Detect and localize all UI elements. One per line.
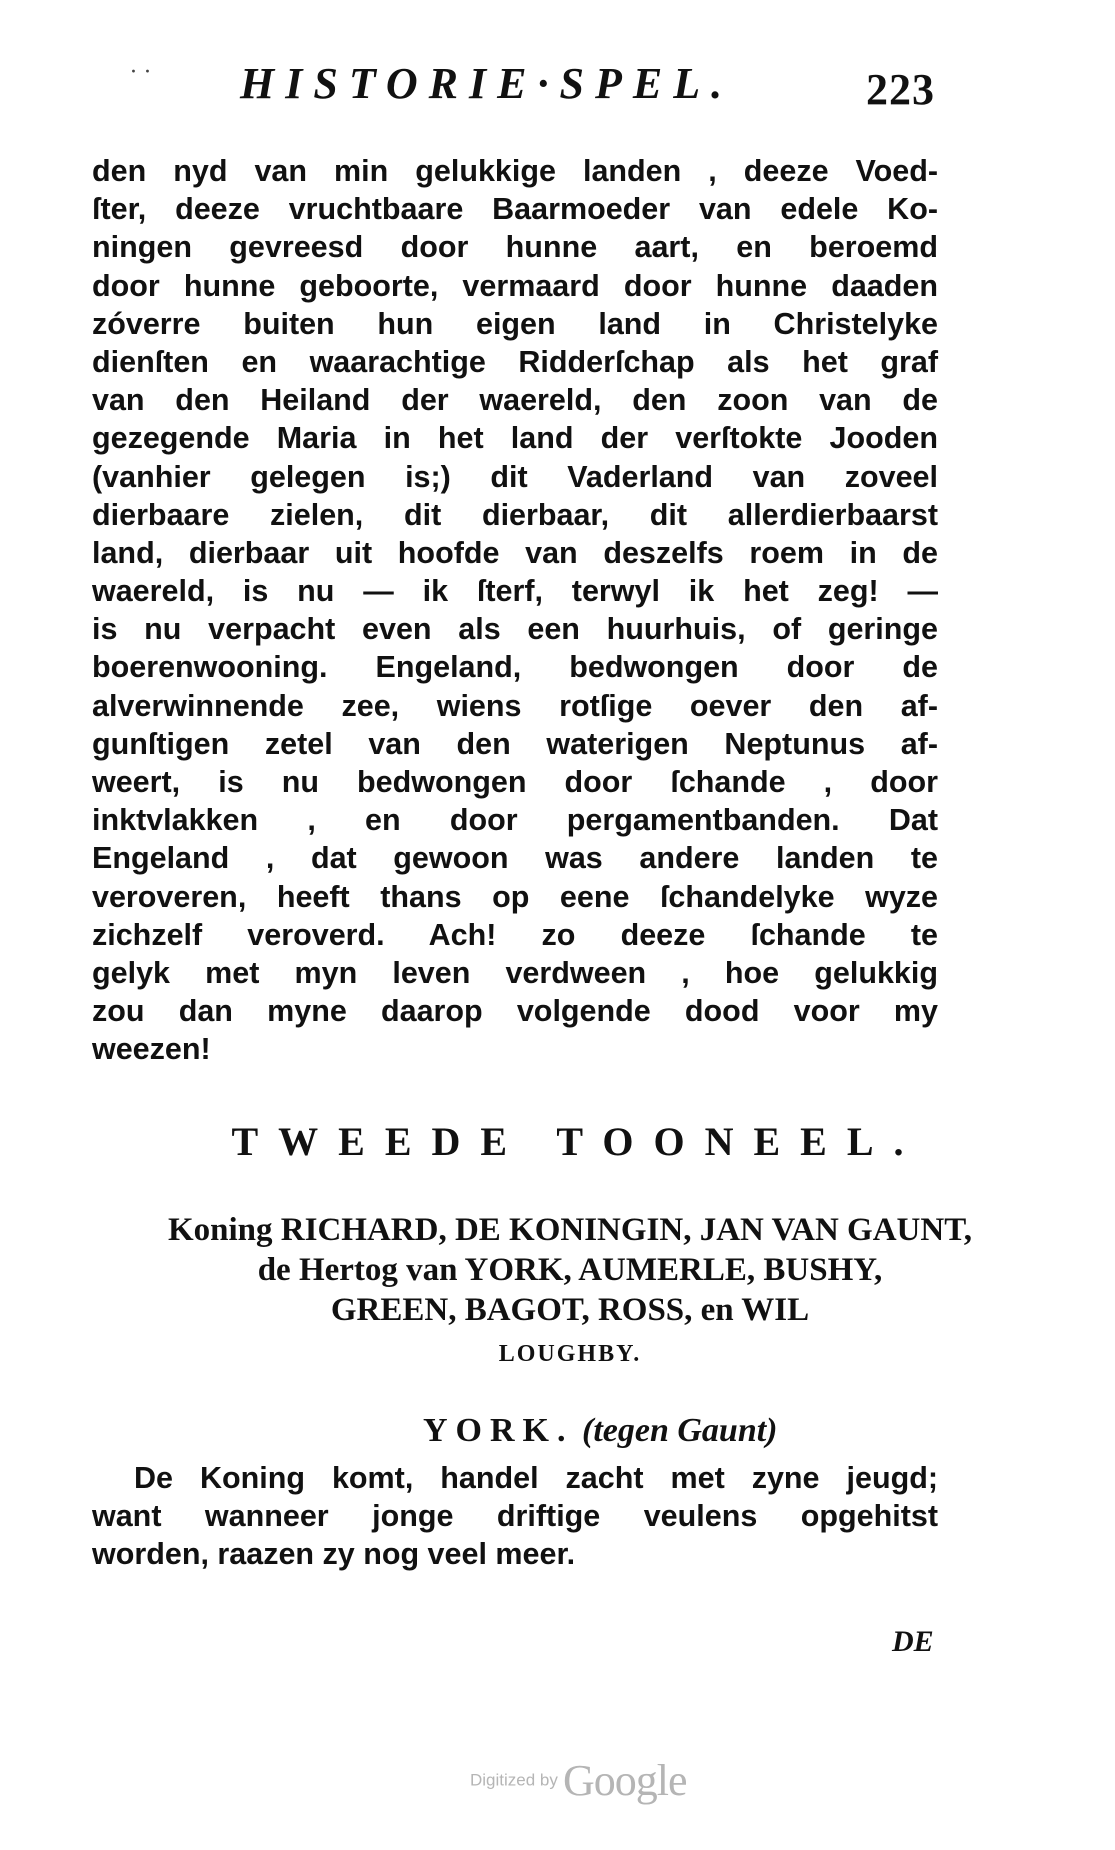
text-line: worden, raazen zy nog veel meer. (92, 1537, 576, 1572)
text-line: land, dierbaar uit hoofde van deszelfs roem in de (92, 535, 938, 570)
text-line: gezegende Maria in het land der verſtokte Jooden (92, 421, 938, 456)
page-number: 223 (866, 65, 935, 114)
text-line: (vanhier gelegen is;) dit Vaderland van zoveel (92, 459, 938, 494)
text-line: want wanneer jonge driftige veulens opgehitst (92, 1499, 938, 1534)
text-line: dienſten en waarachtige Ridderſchap als het graf (92, 344, 938, 379)
character-line: de Hertog van YORK, AUMERLE, BUSHY, (257, 1252, 883, 1288)
text-line: zóverre buiten hun eigen land in Christelyke (92, 306, 938, 341)
margin-specks: · · (130, 60, 151, 85)
watermark-caption: Digitized by (470, 1770, 558, 1790)
text-line: Engeland , dat gewoon was andere landen te (92, 841, 938, 876)
character-line: LOUGHBY. (498, 1341, 642, 1367)
digitized-watermark (470, 1755, 687, 1806)
text-line: veroveren, heeft thans op eene ſchandelyke wyze (92, 879, 938, 914)
text-line: gunſtigen zetel van den waterigen Neptunus af- (92, 726, 938, 761)
stage-direction: (tegen Gaunt) (582, 1412, 778, 1449)
text-line: van den Heiland der waereld, den zoon van de (92, 383, 938, 418)
text-line: De Koning komt, handel zacht met zyne jeugd; (134, 1461, 938, 1495)
text-line: weezen! (92, 1032, 211, 1067)
text-line: ſter, deeze vruchtbaare Baarmoeder van edele Ko- (92, 192, 938, 227)
dramatis-personae (70, 1210, 1070, 1374)
text-line: zichzelf veroverd. Ach! zo deeze ſchande te (92, 917, 938, 952)
character-line: GREEN, BAGOT, ROSS, en WIL (330, 1292, 810, 1328)
text-line: boerenwooning. Engeland, bedwongen door de (92, 650, 938, 685)
text-line: dierbaare zielen, dit dierbaar, dit allerdierbaarst (92, 497, 938, 532)
text-line: alverwinnende zee, wiens rotſige oever den af- (92, 688, 938, 723)
text-line: inktvlakken , en door pergamentbanden. Dat (92, 803, 938, 838)
text-line: is nu verpacht even als een huurhuis, of geringe (92, 612, 938, 647)
speech-paragraph (92, 1459, 938, 1574)
text-line: door hunne geboorte, vermaard door hunne daaden (92, 268, 938, 303)
text-line: ningen gevreesd door hunne aart, en beroemd (92, 230, 938, 265)
text-line: gelyk met myn leven verdween , hoe gelukkig (92, 955, 938, 990)
text-line: weert, is nu bedwongen door ſchande , door (92, 765, 938, 799)
speaker-line (423, 1412, 778, 1450)
text-line: waereld, is nu — ik ſterf, terwyl ik het zeg! — (92, 574, 938, 609)
body-paragraph (92, 152, 938, 1069)
google-logo: Google (562, 1756, 687, 1805)
text-line: zou dan myne daarop volgende dood voor my (92, 994, 938, 1029)
character-line: Koning RICHARD, DE KONINGIN, JAN VAN GAUNT, (167, 1212, 973, 1248)
running-title: HISTORIE·SPEL. (240, 59, 734, 108)
scene-heading: TWEEDE TOONEEL. (231, 1119, 924, 1164)
speaker-name: YORK. (423, 1412, 574, 1449)
text-line: den nyd van min gelukkige landen , deeze Voed- (92, 154, 938, 188)
catchword: DE (892, 1625, 934, 1658)
